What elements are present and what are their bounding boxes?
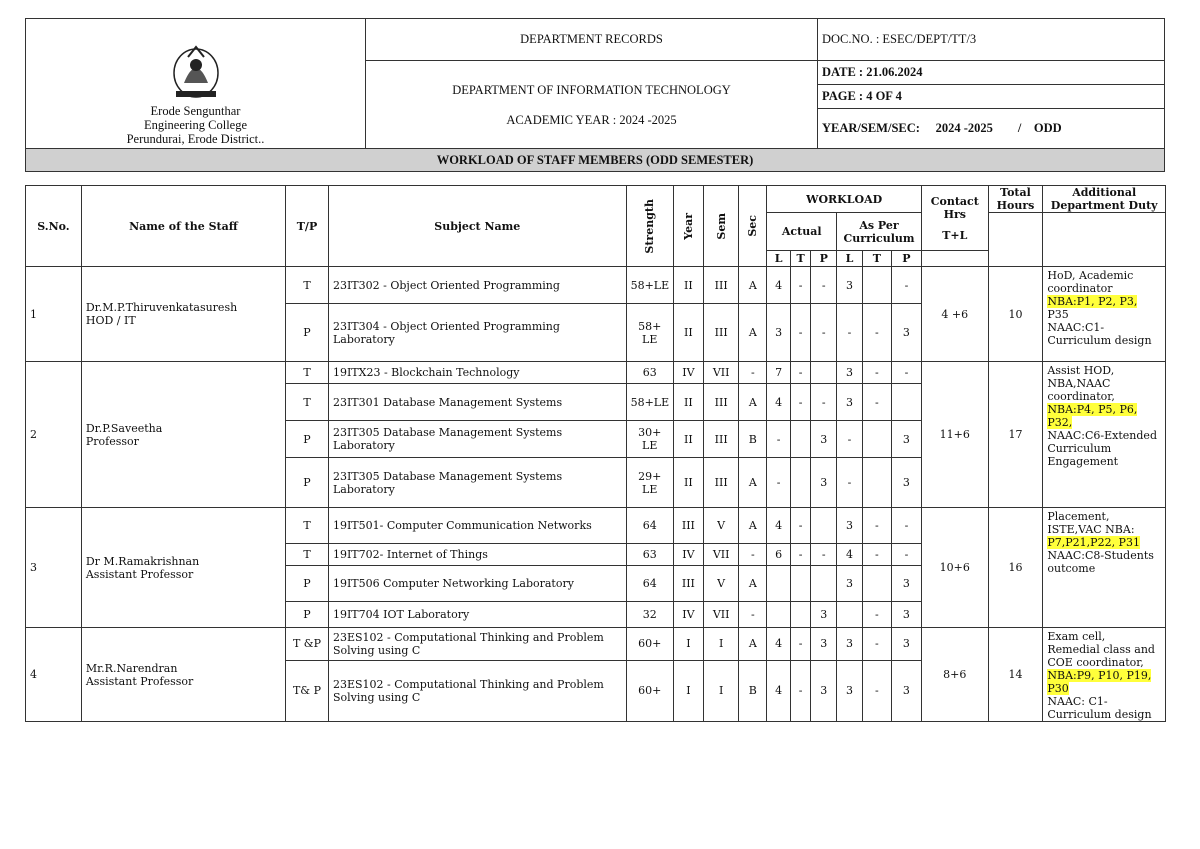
year-sem-year: 2024 -2025 (935, 121, 993, 135)
year-sem-sep: / (1017, 121, 1022, 135)
cell-sem: VII (703, 544, 738, 566)
cell-workload-al: - (767, 458, 791, 508)
staff-name-cell (81, 508, 285, 628)
col-tp: T/P (286, 186, 329, 267)
cell-year: IV (673, 362, 703, 384)
cell-strength: 30+ LE (626, 421, 673, 458)
staff-total-hours: 16 (988, 508, 1043, 628)
cell-workload-ap: 3 (811, 628, 837, 661)
cell-workload-cl: 4 (837, 544, 863, 566)
cell-year: IV (673, 602, 703, 628)
col-year-label: Year (681, 212, 695, 240)
cell-workload-at: - (790, 267, 810, 304)
staff-name: Dr.P.Saveetha (85, 421, 163, 435)
duty-text: HoD, Academic coordinator (1047, 269, 1134, 295)
cell-sec: A (739, 304, 767, 362)
cell-workload-at (790, 458, 810, 508)
cell-workload-cl: - (837, 304, 863, 362)
col-total-blank (988, 213, 1043, 267)
col-duty: Additional Department Duty (1043, 186, 1166, 213)
cell-year: III (673, 566, 703, 602)
workload-band-title: WORKLOAD OF STAFF MEMBERS (ODD SEMESTER) (26, 149, 1165, 172)
staff-total-hours: 17 (988, 362, 1043, 508)
cell-workload-ct: - (862, 660, 891, 721)
duty-text: Placement, ISTE,VAC NBA: (1047, 510, 1135, 536)
duty-naac: NAAC:C6-Extended Curriculum Engagement (1047, 429, 1157, 468)
cell-workload-al: 4 (767, 384, 791, 421)
duty-naac: NAAC:C1-Curriculum design (1047, 321, 1152, 347)
cell-subject: 23ES102 - Computational Thinking and Problem Solving using C (328, 628, 626, 661)
cell-workload-al: 4 (767, 628, 791, 661)
cell-subject: 23ES102 - Computational Thinking and Problem Solving using C (328, 660, 626, 721)
cell-workload-ap: - (811, 267, 837, 304)
cell-year: II (673, 384, 703, 421)
cell-tp: P (286, 304, 329, 362)
table-row (26, 628, 1166, 661)
cell-sem: I (703, 660, 738, 721)
col-total: Total Hours (988, 186, 1043, 213)
cell-workload-at: - (790, 362, 810, 384)
cell-workload-ct (862, 458, 891, 508)
cell-sem: VII (703, 602, 738, 628)
cell-tp: T (286, 544, 329, 566)
col-curriculum: As Per Curriculum (837, 213, 922, 251)
staff-duty (1043, 508, 1166, 628)
cell-year: I (673, 660, 703, 721)
cell-sem: V (703, 508, 738, 544)
cell-tp: P (286, 458, 329, 508)
cell-sem: III (703, 304, 738, 362)
cell-tp: T &P (286, 628, 329, 661)
cell-workload-cl: 3 (837, 508, 863, 544)
col-duty-blank (1043, 213, 1166, 267)
cell-workload-al: - (767, 421, 791, 458)
cell-strength: 64 (626, 566, 673, 602)
staff-sno: 1 (26, 267, 82, 362)
cell-workload-ap: 3 (811, 421, 837, 458)
cell-workload-at (790, 566, 810, 602)
duty-naac: NAAC:C8-Students outcome (1047, 549, 1154, 575)
cell-workload-al: 6 (767, 544, 791, 566)
cell-workload-cp: 3 (891, 458, 921, 508)
college-name-line2: Engineering College (143, 118, 248, 132)
staff-name-cell (81, 628, 285, 722)
col-subject: Subject Name (328, 186, 626, 267)
cell-year: II (673, 421, 703, 458)
cell-workload-ap: - (811, 544, 837, 566)
col-contact-blank (921, 251, 988, 267)
col-sem (703, 186, 738, 267)
workload-table (25, 185, 1166, 722)
duty-text: Assist HOD, NBA,NAAC coordinator, (1047, 364, 1115, 403)
cell-strength: 63 (626, 544, 673, 566)
cell-sem: III (703, 267, 738, 304)
table-row (26, 508, 1166, 544)
cell-workload-ap (811, 508, 837, 544)
duty-nba-highlight: NBA:P1, P2, P3, (1047, 295, 1138, 308)
cell-workload-cl: 3 (837, 384, 863, 421)
doc-number: DOC.NO. : ESEC/DEPT/TT/3 (818, 19, 1165, 61)
duty-nba-highlight: P7,P21,P22, P31 (1047, 536, 1140, 549)
cell-sec: - (739, 362, 767, 384)
cell-workload-ct: - (862, 384, 891, 421)
col-contact (921, 186, 988, 251)
duty-naac: NAAC: C1-Curriculum design (1047, 695, 1152, 721)
cell-sem: III (703, 458, 738, 508)
cell-strength: 64 (626, 508, 673, 544)
cell-subject: 23IT305 Database Management Systems Laboratory (328, 458, 626, 508)
cell-workload-ap: 3 (811, 602, 837, 628)
cell-workload-ct: - (862, 628, 891, 661)
table-row (26, 362, 1166, 384)
cell-workload-cl: 3 (837, 660, 863, 721)
cell-workload-cl (837, 602, 863, 628)
cell-subject: 19IT704 IOT Laboratory (328, 602, 626, 628)
cell-subject: 23IT304 - Object Oriented Programming Laboratory (328, 304, 626, 362)
cell-workload-at: - (790, 508, 810, 544)
cell-subject: 23IT301 Database Management Systems (328, 384, 626, 421)
staff-duty (1043, 628, 1166, 722)
cell-workload-at (790, 602, 810, 628)
cell-workload-cp: 3 (891, 421, 921, 458)
cell-workload-al: 4 (767, 267, 791, 304)
year-sem-sec (818, 109, 1165, 149)
cell-tp: P (286, 566, 329, 602)
staff-total-hours: 14 (988, 628, 1043, 722)
staff-name: Dr M.Ramakrishnan (85, 554, 200, 568)
cell-tp: T (286, 267, 329, 304)
col-contact-sub: T+L (942, 228, 968, 242)
staff-role: HOD / IT (85, 314, 136, 327)
cell-workload-cl: 3 (837, 566, 863, 602)
cell-workload-cp: - (891, 267, 921, 304)
col-strength (626, 186, 673, 267)
cell-year: IV (673, 544, 703, 566)
cell-sec: A (739, 267, 767, 304)
staff-role: Assistant Professor (85, 567, 194, 581)
staff-duty (1043, 267, 1166, 362)
cell-subject: 19IT702- Internet of Things (328, 544, 626, 566)
cell-strength: 58+ LE (626, 304, 673, 362)
cell-workload-cp (891, 384, 921, 421)
col-sec (739, 186, 767, 267)
table-row (26, 267, 1166, 304)
staff-contact-hrs: 8+6 (921, 628, 988, 722)
college-place: Perundurai, Erode District.. (126, 132, 265, 146)
cell-subject: 19IT501- Computer Communication Networks (328, 508, 626, 544)
cell-workload-al: 7 (767, 362, 791, 384)
cell-workload-al (767, 602, 791, 628)
cell-sem: III (703, 421, 738, 458)
cell-workload-cl: 3 (837, 267, 863, 304)
cell-workload-ct (862, 421, 891, 458)
cell-strength: 58+LE (626, 384, 673, 421)
doc-page: PAGE : 4 OF 4 (818, 85, 1165, 109)
cell-workload-ap (811, 362, 837, 384)
col-workload: WORKLOAD (767, 186, 922, 213)
college-name: Erode Sengunthar (150, 104, 241, 118)
col-name: Name of the Staff (81, 186, 285, 267)
college-logo-block (26, 19, 366, 149)
cell-workload-at (790, 421, 810, 458)
cell-sem: III (703, 384, 738, 421)
cell-workload-ap: 3 (811, 458, 837, 508)
cell-workload-al (767, 566, 791, 602)
cell-workload-cp: 3 (891, 304, 921, 362)
staff-sno: 4 (26, 628, 82, 722)
cell-year: II (673, 304, 703, 362)
cell-workload-ct: - (862, 362, 891, 384)
dept-block (366, 61, 818, 149)
document-header (25, 18, 1165, 172)
cell-sec: A (739, 566, 767, 602)
cell-workload-ct (862, 566, 891, 602)
col-actual-t: T (790, 251, 810, 267)
cell-workload-al: 4 (767, 660, 791, 721)
cell-workload-at: - (790, 304, 810, 362)
staff-contact-hrs: 11+6 (921, 362, 988, 508)
workload-rows (26, 267, 1166, 722)
cell-workload-at: - (790, 628, 810, 661)
staff-sno: 3 (26, 508, 82, 628)
cell-strength: 58+LE (626, 267, 673, 304)
cell-strength: 60+ (626, 628, 673, 661)
cell-sem: VII (703, 362, 738, 384)
cell-workload-ct (862, 267, 891, 304)
cell-strength: 60+ (626, 660, 673, 721)
cell-workload-ap: - (811, 304, 837, 362)
year-sem-odd: ODD (1033, 121, 1062, 135)
cell-workload-cp: - (891, 362, 921, 384)
cell-sem: V (703, 566, 738, 602)
col-actual-l: L (767, 251, 791, 267)
col-curr-t: T (862, 251, 891, 267)
cell-tp: T (286, 362, 329, 384)
cell-tp: T (286, 384, 329, 421)
cell-tp: T (286, 508, 329, 544)
cell-workload-cp: 3 (891, 628, 921, 661)
staff-name: Mr.R.Narendran (85, 661, 178, 675)
dept-title: DEPARTMENT OF INFORMATION TECHNOLOGY (452, 82, 731, 97)
cell-year: II (673, 267, 703, 304)
cell-subject: 19ITX23 - Blockchain Technology (328, 362, 626, 384)
cell-strength: 63 (626, 362, 673, 384)
staff-total-hours: 10 (988, 267, 1043, 362)
cell-workload-al: 4 (767, 508, 791, 544)
duty-nba-highlight: NBA:P4, P5, P6, P32, (1047, 403, 1138, 429)
col-contact-label: Contact Hrs (930, 194, 979, 221)
col-actual-p: P (811, 251, 837, 267)
cell-sec: A (739, 384, 767, 421)
cell-sec: B (739, 660, 767, 721)
cell-subject: 19IT506 Computer Networking Laboratory (328, 566, 626, 602)
col-actual: Actual (767, 213, 837, 251)
cell-strength: 32 (626, 602, 673, 628)
duty-text: Exam cell, Remedial class and COE coordinator, (1047, 630, 1155, 669)
cell-workload-cp: 3 (891, 566, 921, 602)
staff-name: Dr.M.P.Thiruvenkatasuresh (85, 301, 238, 314)
staff-name-cell (81, 267, 285, 362)
cell-workload-at: - (790, 544, 810, 566)
cell-workload-cp: 3 (891, 602, 921, 628)
cell-workload-cl: - (837, 421, 863, 458)
cell-subject: 23IT302 - Object Oriented Programming (328, 267, 626, 304)
cell-workload-cp: - (891, 508, 921, 544)
academic-year: ACADEMIC YEAR : 2024 -2025 (506, 112, 677, 127)
records-title: DEPARTMENT RECORDS (366, 19, 818, 61)
college-emblem-icon (166, 43, 226, 101)
cell-sec: - (739, 602, 767, 628)
cell-year: III (673, 508, 703, 544)
col-sem-label: Sem (714, 212, 728, 240)
doc-date: DATE : 21.06.2024 (818, 61, 1165, 85)
cell-subject: 23IT305 Database Management Systems Laboratory (328, 421, 626, 458)
cell-workload-cl: - (837, 458, 863, 508)
cell-year: II (673, 458, 703, 508)
cell-workload-cl: 3 (837, 362, 863, 384)
cell-workload-ap (811, 566, 837, 602)
staff-role: Assistant Professor (85, 674, 194, 688)
staff-role: Professor (85, 434, 139, 448)
staff-duty (1043, 362, 1166, 508)
cell-tp: P (286, 421, 329, 458)
col-curr-p: P (891, 251, 921, 267)
duty-nba-highlight: NBA:P9, P10, P19, P30 (1047, 669, 1152, 695)
cell-workload-cp: 3 (891, 660, 921, 721)
col-sec-label: Sec (746, 215, 760, 237)
cell-strength: 29+ LE (626, 458, 673, 508)
staff-name-cell (81, 362, 285, 508)
col-curr-l: L (837, 251, 863, 267)
cell-workload-al: 3 (767, 304, 791, 362)
cell-workload-at: - (790, 660, 810, 721)
cell-sec: B (739, 421, 767, 458)
year-sem-label: YEAR/SEM/SEC: (822, 121, 920, 135)
staff-contact-hrs: 10+6 (921, 508, 988, 628)
col-year (673, 186, 703, 267)
cell-sec: A (739, 458, 767, 508)
cell-workload-ap: 3 (811, 660, 837, 721)
cell-tp: P (286, 602, 329, 628)
cell-sem: I (703, 628, 738, 661)
cell-workload-ct: - (862, 544, 891, 566)
cell-workload-ct: - (862, 602, 891, 628)
col-sno: S.No. (26, 186, 82, 267)
staff-contact-hrs: 4 +6 (921, 267, 988, 362)
cell-workload-ct: - (862, 304, 891, 362)
cell-workload-ct: - (862, 508, 891, 544)
cell-sec: A (739, 508, 767, 544)
staff-sno: 2 (26, 362, 82, 508)
col-strength-label: Strength (643, 198, 657, 254)
duty-text-post: P35 (1047, 308, 1069, 321)
cell-workload-ap: - (811, 384, 837, 421)
cell-sec: - (739, 544, 767, 566)
cell-tp: T& P (286, 660, 329, 721)
cell-sec: A (739, 628, 767, 661)
cell-workload-at: - (790, 384, 810, 421)
cell-year: I (673, 628, 703, 661)
document-page (25, 18, 1171, 721)
cell-workload-cp: - (891, 544, 921, 566)
cell-workload-cl: 3 (837, 628, 863, 661)
